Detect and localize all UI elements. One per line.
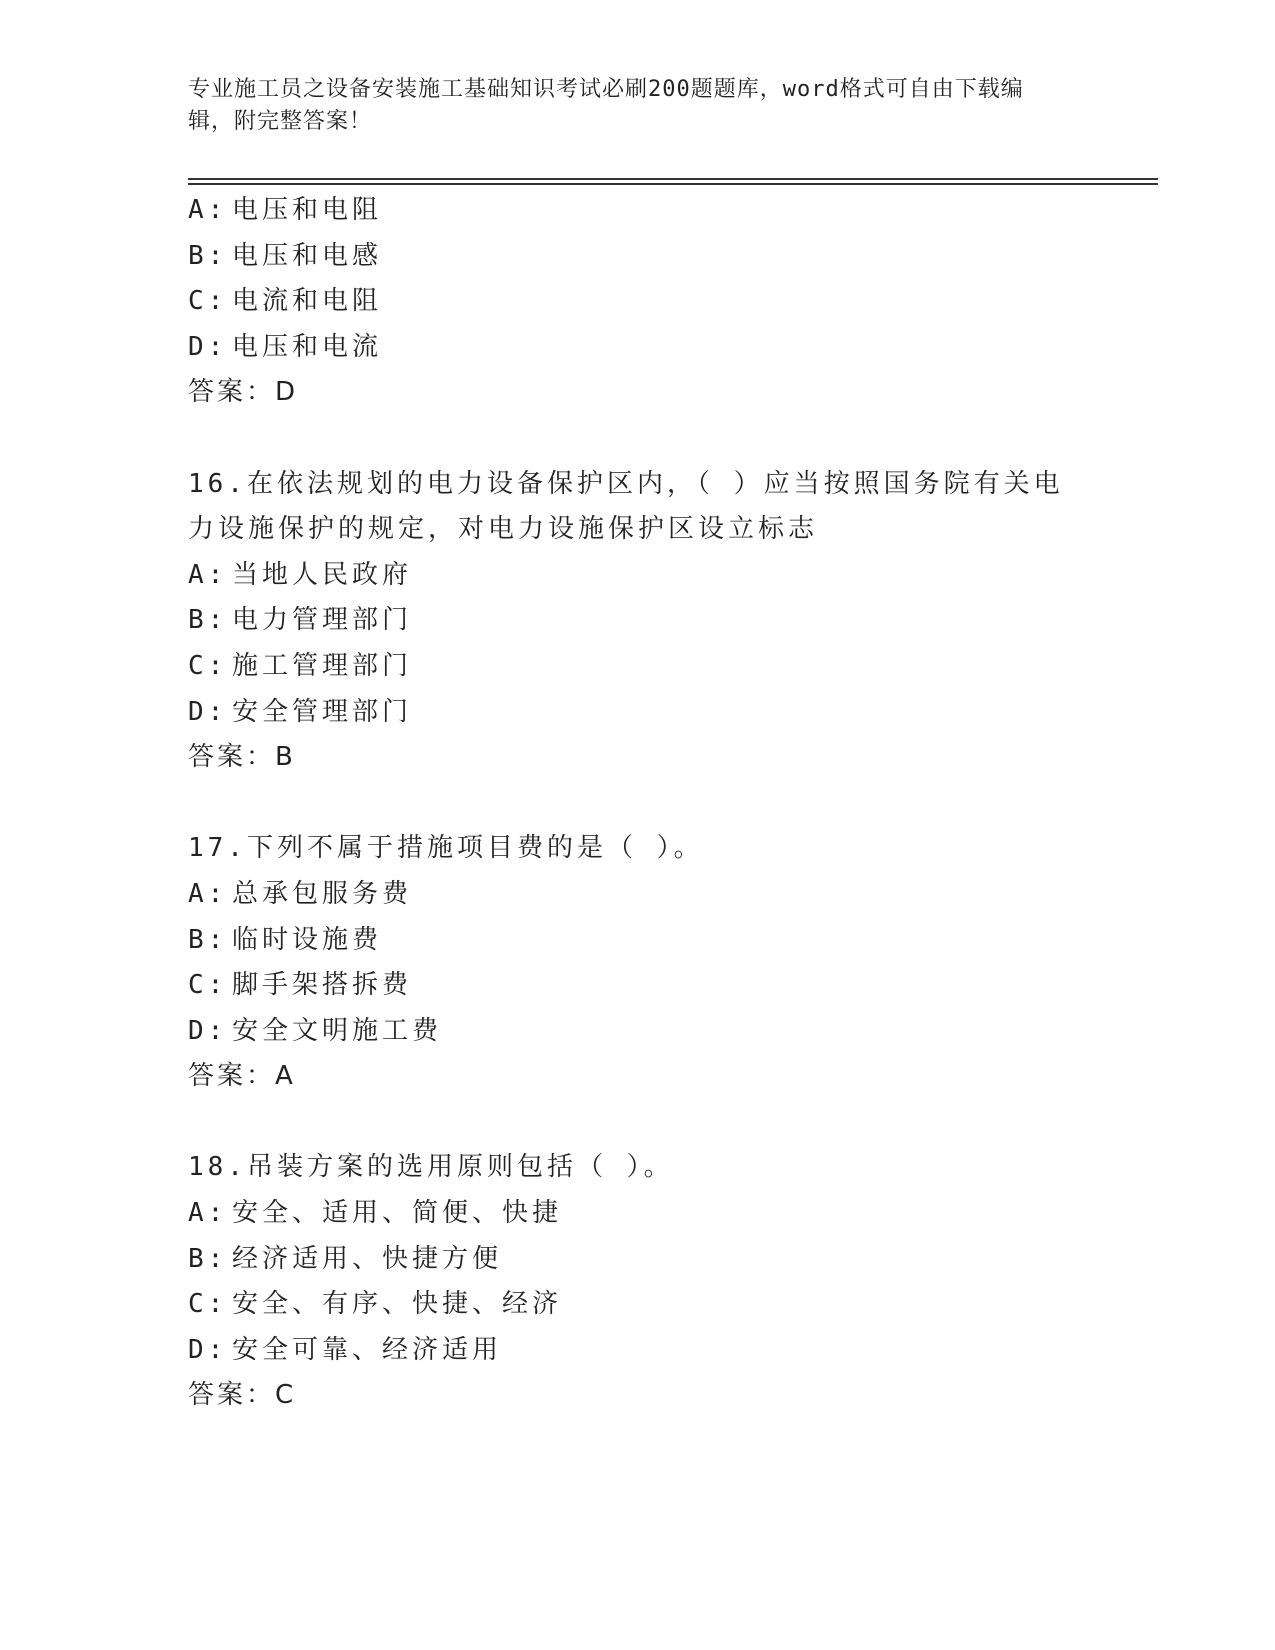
option-a [188, 872, 1088, 918]
option-text: 安全可靠、经济适用 [232, 1334, 503, 1365]
option-b [188, 234, 1088, 280]
option-d [188, 325, 1088, 371]
option-letter: A: [188, 559, 228, 590]
option-text: 脚手架搭拆费 [232, 970, 413, 1001]
option-text: 总承包服务费 [232, 878, 413, 909]
header-divider-bottom [188, 183, 1158, 185]
option-c [188, 644, 1088, 690]
question-text: 17.下列不属于措施项目费的是（ ）。 [188, 833, 704, 864]
option-text: 安全管理部门 [232, 696, 413, 727]
option-b [188, 918, 1088, 964]
spacer [188, 1100, 1088, 1146]
option-d [188, 1328, 1088, 1374]
option-c [188, 1282, 1088, 1328]
question-16 [188, 462, 1088, 781]
option-letter: B: [188, 1243, 228, 1274]
option-letter: B: [188, 924, 228, 955]
question-list [188, 188, 1088, 1419]
header-divider-top [188, 178, 1158, 180]
question-text: 16.在依法规划的电力设备保护区内，（ ）应当按照国务院有关电力设施保护的规定，对电力设施保护区设立标志 [188, 468, 1064, 545]
option-a [188, 188, 1088, 234]
option-letter: D: [188, 1015, 228, 1046]
option-text: 临时设施费 [232, 924, 383, 955]
option-letter: D: [188, 1334, 228, 1365]
spacer [188, 781, 1088, 827]
option-text: 电压和电感 [232, 240, 383, 271]
option-letter: C: [188, 1289, 228, 1320]
option-d [188, 690, 1088, 736]
option-letter: D: [188, 331, 228, 362]
option-a [188, 1191, 1088, 1237]
option-c [188, 963, 1088, 1009]
question-15-partial [188, 188, 1088, 416]
option-text: 电压和电阻 [232, 195, 383, 225]
answer-line: 答案：C [188, 1380, 297, 1411]
option-text: 电压和电流 [232, 331, 383, 362]
option-text: 安全、有序、快捷、经济 [232, 1289, 563, 1320]
option-text: 经济适用、快捷方便 [232, 1243, 503, 1274]
option-text: 施工管理部门 [232, 650, 413, 681]
option-text: 电流和电阻 [232, 286, 383, 317]
option-letter: B: [188, 605, 228, 636]
option-b [188, 1237, 1088, 1283]
option-a [188, 553, 1088, 599]
option-text: 当地人民政府 [232, 559, 413, 590]
option-text: 安全、适用、简便、快捷 [232, 1198, 563, 1229]
question-text: 18.吊装方案的选用原则包括（ ）。 [188, 1152, 674, 1183]
option-letter: C: [188, 286, 228, 317]
option-letter: C: [188, 650, 228, 681]
option-letter: A: [188, 195, 228, 225]
answer-line: 答案：A [188, 1061, 296, 1092]
option-letter: B: [188, 240, 228, 271]
option-d [188, 1009, 1088, 1055]
option-c [188, 279, 1088, 325]
question-18 [188, 1145, 1088, 1419]
answer-line: 答案：D [188, 377, 299, 408]
option-letter: A: [188, 1198, 228, 1229]
document-header: 专业施工员之设备安装施工基础知识考试必刷200题题库，word格式可自由下载编辑，附完整答案！ [188, 77, 1024, 134]
option-b [188, 598, 1088, 644]
spacer [188, 416, 1088, 462]
answer-line: 答案：B [188, 742, 296, 773]
option-letter: A: [188, 878, 228, 909]
question-17 [188, 826, 1088, 1100]
option-text: 电力管理部门 [232, 605, 413, 636]
option-text: 安全文明施工费 [232, 1015, 443, 1046]
option-letter: D: [188, 696, 228, 727]
option-letter: C: [188, 970, 228, 1001]
